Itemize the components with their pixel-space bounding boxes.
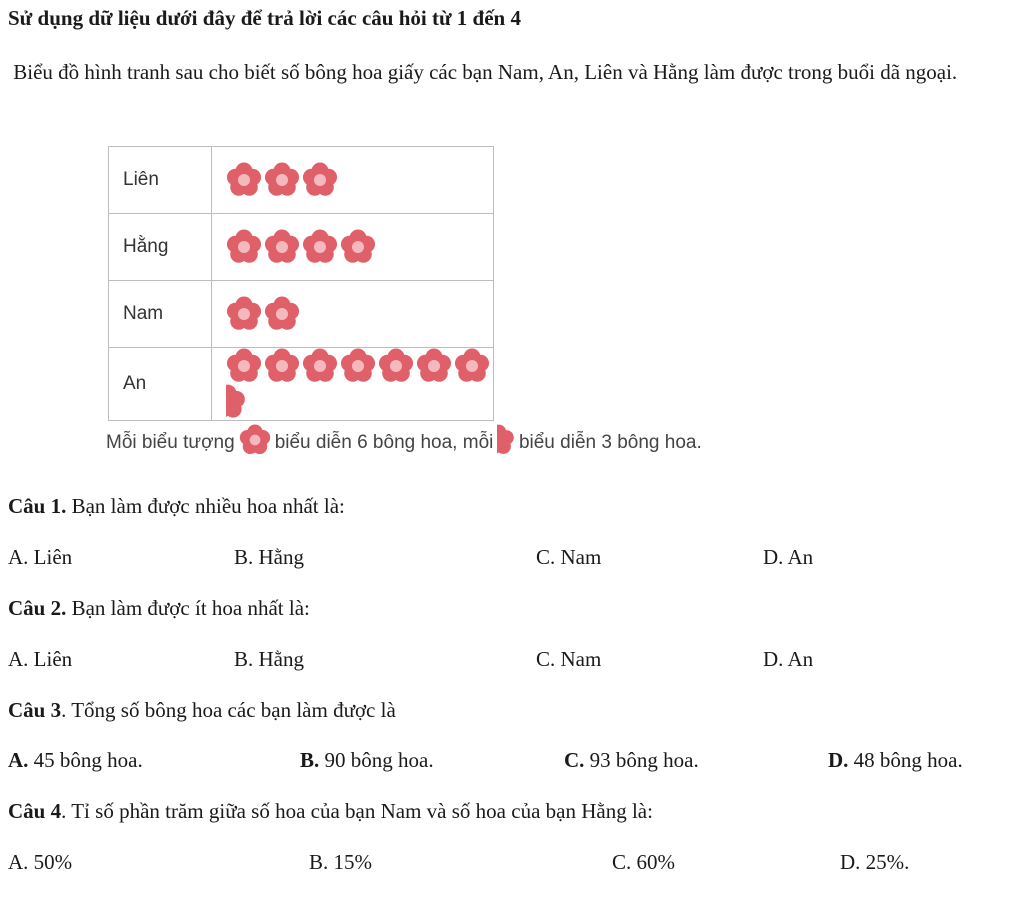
option-label: A. bbox=[8, 748, 29, 772]
question-text: . Tỉ số phần trăm giữa số hoa của bạn Nam và số hoa của bạn Hằng là: bbox=[61, 799, 653, 823]
question-text: . Tổng số bông hoa các bạn làm được là bbox=[61, 698, 396, 722]
option-text: 15% bbox=[328, 850, 373, 874]
option-label: C. bbox=[612, 850, 632, 874]
question-text: Bạn làm được ít hoa nhất là: bbox=[66, 596, 310, 620]
option-label: B. bbox=[234, 647, 254, 671]
q4-option-d[interactable] bbox=[840, 850, 909, 875]
option-text: 45 bông hoa. bbox=[28, 748, 143, 772]
option-label: A. bbox=[8, 545, 29, 569]
q2-option-d[interactable] bbox=[763, 647, 813, 672]
q4-option-c[interactable] bbox=[612, 850, 675, 875]
question-text: Bạn làm được nhiều hoa nhất là: bbox=[66, 494, 345, 518]
option-text: 48 bông hoa. bbox=[848, 748, 963, 772]
q3-option-c[interactable] bbox=[564, 748, 699, 773]
picto-row-hang bbox=[109, 214, 494, 281]
q1-option-d[interactable] bbox=[763, 545, 813, 570]
option-text: Hằng bbox=[253, 647, 305, 671]
q4-option-a[interactable] bbox=[8, 850, 72, 875]
row-name: Liên bbox=[109, 147, 212, 214]
flower-icon bbox=[264, 229, 300, 265]
question-number: Câu 2. bbox=[8, 596, 67, 620]
question-number: Câu 4 bbox=[8, 799, 62, 823]
flower-icon bbox=[264, 162, 300, 198]
flower-icon bbox=[226, 229, 262, 265]
row-icons bbox=[212, 214, 494, 281]
option-label: B. bbox=[309, 850, 329, 874]
option-label: D. bbox=[828, 748, 849, 772]
option-text: Nam bbox=[555, 545, 602, 569]
q2-option-a[interactable] bbox=[8, 647, 72, 672]
flower-icon bbox=[235, 424, 275, 462]
row-icons bbox=[212, 281, 494, 348]
half-flower-icon bbox=[493, 424, 519, 462]
option-text: An bbox=[783, 647, 814, 671]
picto-row-lien bbox=[109, 147, 494, 214]
flower-icon bbox=[302, 229, 338, 265]
row-name: Nam bbox=[109, 281, 212, 348]
option-text: 60% bbox=[631, 850, 676, 874]
option-label: B. bbox=[234, 545, 254, 569]
option-label: C. bbox=[536, 647, 556, 671]
q1-option-c[interactable] bbox=[536, 545, 601, 570]
intro-text bbox=[8, 56, 1020, 89]
question-number: Câu 1. bbox=[8, 494, 67, 518]
option-text: Hằng bbox=[253, 545, 305, 569]
option-label: D. bbox=[840, 850, 861, 874]
option-label: B. bbox=[300, 748, 320, 772]
flower-icon bbox=[340, 348, 376, 384]
question-1 bbox=[8, 494, 345, 519]
half-flower-icon bbox=[497, 424, 515, 456]
q1-option-b[interactable] bbox=[234, 545, 304, 570]
row-name: Hằng bbox=[109, 214, 212, 281]
q3-option-b[interactable] bbox=[300, 748, 434, 773]
flower-icon bbox=[239, 424, 271, 456]
row-icons bbox=[212, 147, 494, 214]
question-4 bbox=[8, 799, 653, 824]
flower-icon bbox=[226, 348, 262, 384]
option-text: 25%. bbox=[860, 850, 910, 874]
flower-icon bbox=[416, 348, 452, 384]
intro-sentence: Biểu đồ hình tranh sau cho biết số bông hoa giấy các bạn Nam, An, Liên và Hằng làm được trong buổi dã ngoại. bbox=[13, 60, 958, 84]
flower-icon bbox=[378, 348, 414, 384]
flower-icon bbox=[302, 162, 338, 198]
q2-option-b[interactable] bbox=[234, 647, 304, 672]
q4-option-b[interactable] bbox=[309, 850, 372, 875]
legend-part2: biểu diễn 6 bông hoa, mỗi bbox=[274, 432, 494, 453]
option-text: Liên bbox=[28, 545, 73, 569]
flower-icon bbox=[340, 229, 376, 265]
flower-icon bbox=[454, 348, 490, 384]
q1-option-a[interactable] bbox=[8, 545, 72, 570]
option-text: An bbox=[783, 545, 814, 569]
option-label: A. bbox=[8, 850, 29, 874]
option-text: Liên bbox=[28, 647, 73, 671]
picto-row-an bbox=[109, 348, 494, 421]
option-label: C. bbox=[564, 748, 585, 772]
pictograph-table bbox=[108, 146, 494, 421]
option-label: C. bbox=[536, 545, 556, 569]
question-3 bbox=[8, 698, 396, 723]
option-text: 50% bbox=[28, 850, 73, 874]
option-text: 90 bông hoa. bbox=[319, 748, 434, 772]
page-heading: Sử dụng dữ liệu dưới đây để trả lời các câu hỏi từ 1 đến 4 bbox=[8, 6, 521, 30]
flower-icon bbox=[226, 296, 262, 332]
flower-icon bbox=[264, 296, 300, 332]
flower-icon bbox=[302, 348, 338, 384]
question-number: Câu 3 bbox=[8, 698, 62, 722]
option-text: Nam bbox=[555, 647, 602, 671]
legend-part1: Mỗi biểu tượng bbox=[106, 432, 235, 453]
row-name: An bbox=[109, 348, 212, 421]
row-icons bbox=[212, 348, 494, 421]
question-2 bbox=[8, 596, 310, 621]
option-label: D. bbox=[763, 647, 784, 671]
q2-option-c[interactable] bbox=[536, 647, 601, 672]
flower-icon bbox=[264, 348, 300, 384]
option-label: D. bbox=[763, 545, 784, 569]
option-label: A. bbox=[8, 647, 29, 671]
q3-option-a[interactable] bbox=[8, 748, 143, 773]
picto-row-nam bbox=[109, 281, 494, 348]
q3-option-d[interactable] bbox=[828, 748, 963, 773]
option-text: 93 bông hoa. bbox=[584, 748, 699, 772]
flower-icon bbox=[226, 162, 262, 198]
pictograph-legend bbox=[106, 424, 702, 462]
legend-part3: biểu diễn 3 bông hoa. bbox=[518, 432, 702, 453]
half-flower-icon bbox=[226, 384, 246, 420]
